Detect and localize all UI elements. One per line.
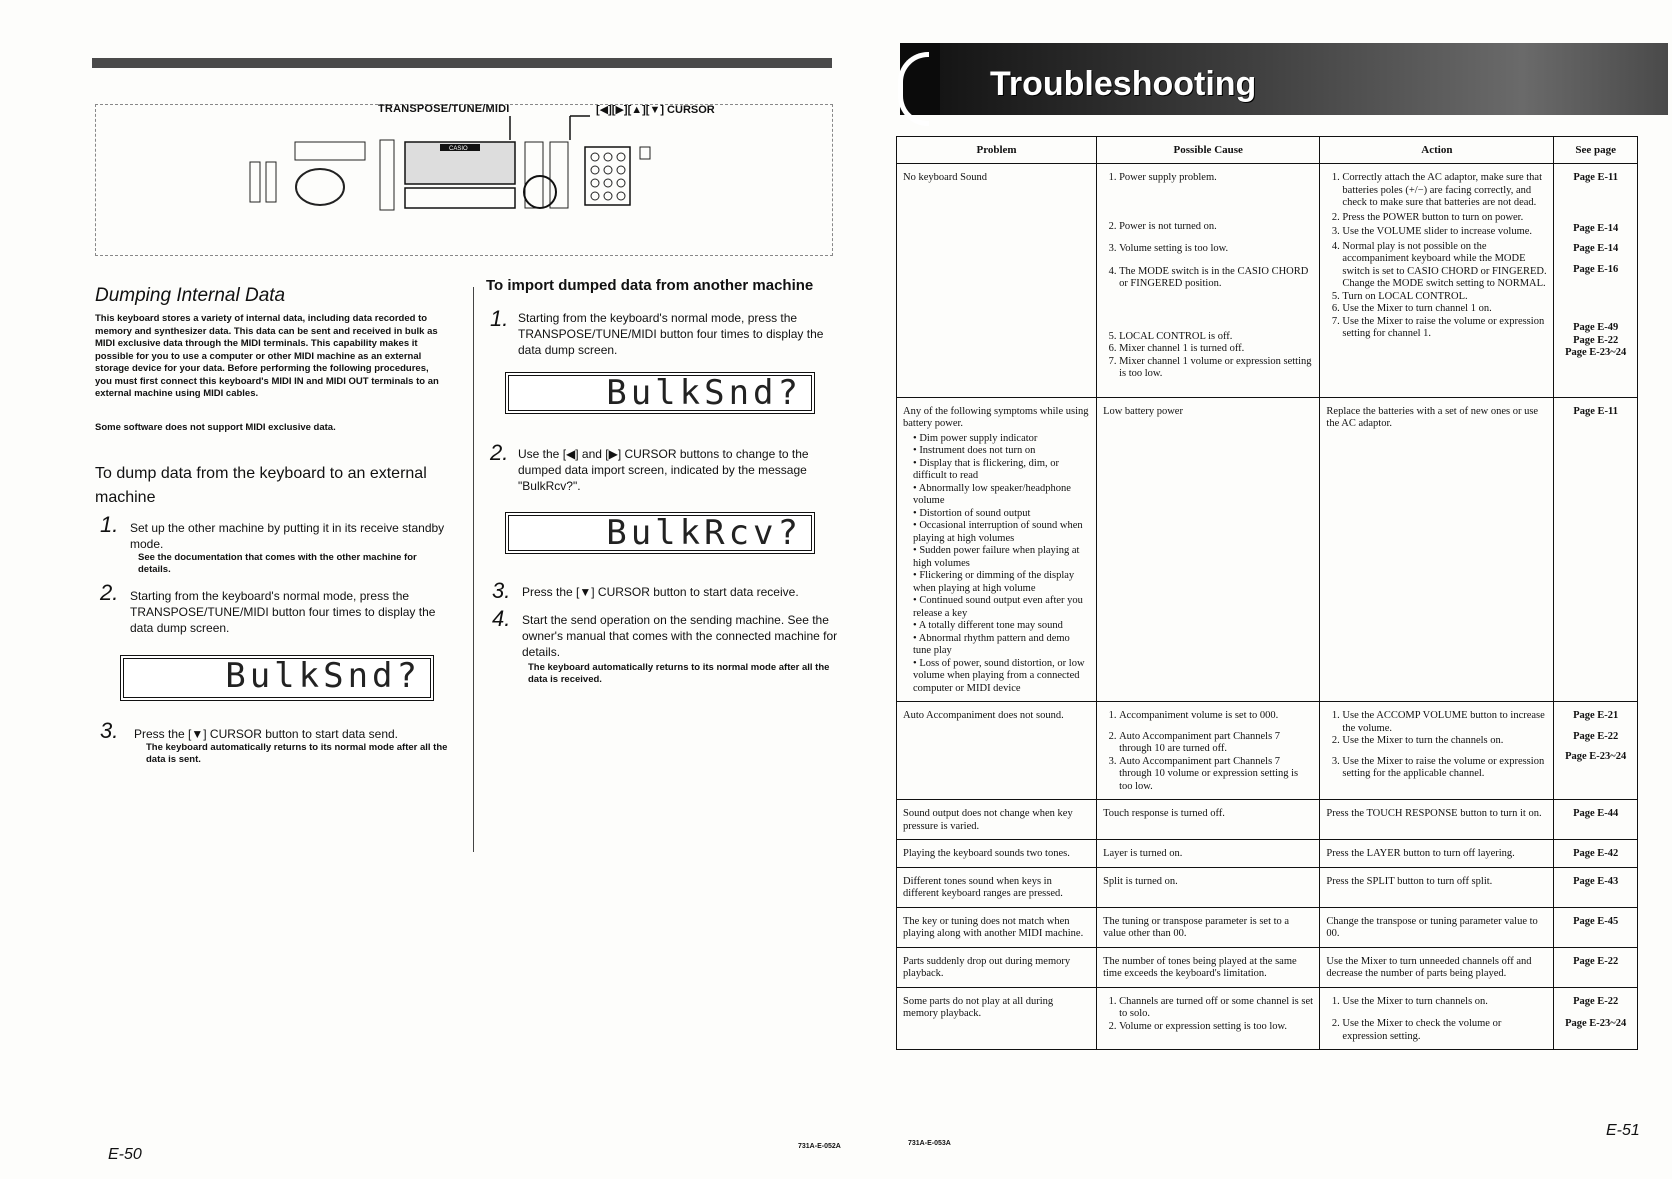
- imp-step-1-num: 1.: [490, 306, 509, 331]
- lcd-text: BulkRcv?: [606, 513, 802, 553]
- cursor-label: [◀][▶][▲][▼] CURSOR: [596, 104, 715, 116]
- dumping-title: Dumping Internal Data: [95, 285, 286, 306]
- imp-step-4-note: The keyboard automatically returns to its normal mode after all the data is received.: [528, 662, 830, 685]
- action-cell: Press the LAYER button to turn off layering.: [1320, 840, 1554, 868]
- action-cell: Replace the batteries with a set of new ones or use the AC adaptor.: [1320, 397, 1554, 702]
- lcd-text: BulkSnd?: [225, 656, 421, 696]
- cause-cell: Touch response is turned off.: [1097, 800, 1320, 840]
- problem-cell: No keyboard Sound: [897, 164, 1097, 398]
- table-row: [897, 907, 1638, 947]
- page-cell: Page E-44: [1554, 800, 1638, 840]
- ext-step-1-num: 1.: [100, 512, 119, 537]
- keyboard-panel-drawing: [240, 112, 680, 222]
- left-page-number: E-50: [108, 1146, 142, 1163]
- problem-cell: Different tones sound when keys in different keyboard ranges are pressed.: [897, 867, 1097, 907]
- cause-cell: 1. Power supply problem. 2. Power is not turned on. 3. Volume setting is too low. 4. The MODE switch is in the CASIO CHORD or FINGERED position. 5. LOCAL CONTROL is off. 6. Mixer channel 1 is turned off. 7. Mixer channel 1 volume or expression setting is too low.: [1097, 164, 1320, 398]
- ext-step-3-text: Press the [▼] CURSOR button to start data send.: [134, 727, 398, 741]
- imp-step-3-num: 3.: [492, 578, 511, 603]
- troubleshooting-title: Troubleshooting: [990, 65, 1257, 103]
- page-cell: Page E-11 Page E-14 Page E-14 Page E-16 Page E-49 Page E-22 Page E-23~24: [1554, 164, 1638, 398]
- action-cell: Use the Mixer to turn unneeded channels off and decrease the number of parts being played.: [1320, 947, 1554, 987]
- problem-cell: The key or tuning does not match when playing along with another MIDI machine.: [897, 907, 1097, 947]
- action-cell: Press the SPLIT button to turn off split.: [1320, 867, 1554, 907]
- imp-step-4-text: Start the send operation on the sending machine. See the owner's manual that comes with the connected machine for details.: [522, 613, 838, 659]
- casio-logo-text: CASIO: [449, 146, 468, 152]
- ext-step-2-text: Starting from the keyboard's normal mode, press the TRANSPOSE/TUNE/MIDI button four times to display the data dump screen.: [130, 589, 436, 635]
- header-problem: Problem: [897, 137, 1097, 164]
- action-cell: Press the TOUCH RESPONSE button to turn it on.: [1320, 800, 1554, 840]
- troubleshooting-table: [896, 136, 1638, 1050]
- table-row: [897, 840, 1638, 868]
- action-cell: Change the transpose or tuning parameter value to 00.: [1320, 907, 1554, 947]
- problem-cell: Auto Accompaniment does not sound.: [897, 702, 1097, 800]
- left-header-bar: [92, 58, 832, 68]
- ext-step-3-note: The keyboard automatically returns to its normal mode after all the data is sent.: [146, 742, 448, 765]
- action-cell: 1. Correctly attach the AC adaptor, make sure that batteries poles (+/−) are facing correctly, and check to make sure that batteries are not dead. 2. Press the POWER button to turn on power. 3. Use the VOLUME slider to increase volume. 4. Normal play is not possible on the accompaniment keyboard while the MODE switch is set to CASIO CHORD or FINGERED. Change the MODE switch setting to NORMAL. 5. Turn on LOCAL CONTROL. 6. Use the Mixer to turn channel 1 on. 7. Use the Mixer to raise the volume or expression setting for channel 1.: [1320, 164, 1554, 398]
- page-cell: Page E-42: [1554, 840, 1638, 868]
- ext-step-1-text: Set up the other machine by putting it in its receive standby mode.: [130, 521, 445, 551]
- header-cause: Possible Cause: [1097, 137, 1320, 164]
- lcd-bulkrcv: [505, 512, 815, 554]
- page-cell: Page E-21 Page E-22 Page E-23~24: [1554, 702, 1638, 800]
- table-row: [897, 164, 1638, 398]
- table-row: [897, 800, 1638, 840]
- dumping-intro: This keyboard stores a variety of internal data, including data recorded to memory and synthesizer data. This data can be sent and received in bulk as MIDI exclusive data through the MIDI terminals. This capability makes it possible for you to use a computer or other MIDI machine as an external storage device for your data. Before performing the following procedures, you must first connect this keyboard's MIDI IN and MIDI OUT terminals to an external machine using MIDI cables.: [95, 313, 439, 399]
- cause-cell: Low battery power: [1097, 397, 1320, 702]
- problem-cell: Sound output does not change when key pressure is varied.: [897, 800, 1097, 840]
- imp-step-3-text: Press the [▼] CURSOR button to start data receive.: [522, 585, 799, 599]
- problem-cell: Playing the keyboard sounds two tones.: [897, 840, 1097, 868]
- cause-cell: The tuning or transpose parameter is set to a value other than 00.: [1097, 907, 1320, 947]
- table-row: [897, 987, 1638, 1050]
- cause-cell: Split is turned on.: [1097, 867, 1320, 907]
- table-row: [897, 702, 1638, 800]
- action-cell: 1. Use the ACCOMP VOLUME button to increase the volume. 2. Use the Mixer to turn the channels on. 3. Use the Mixer to raise the volume or expression setting for the applicable channel.: [1320, 702, 1554, 800]
- lcd-bulksnd-export: [120, 655, 434, 701]
- right-page-number: E-51: [1606, 1122, 1640, 1139]
- problem-cell: Parts suddenly drop out during memory playback.: [897, 947, 1097, 987]
- ext-step-1-note: See the documentation that comes with the other machine for details.: [138, 552, 417, 575]
- header-page: See page: [1554, 137, 1638, 164]
- dumping-note: Some software does not support MIDI exclusive data.: [95, 422, 336, 433]
- right-page-code: 731A-E-053A: [908, 1140, 951, 1147]
- transpose-label: TRANSPOSE/TUNE/MIDI: [378, 103, 510, 115]
- problem-cell: Any of the following symptoms while using battery power. • Dim power supply indicator • Instrument does not turn on • Display that is flickering, dim, or difficult to read • Abnormally low speaker/headphone volume • Distortion of sound output • Occasional interruption of sound when playing at high volumes • Sudden power failure when playing at high volumes • Flickering or dimming of the display when playing at high volume • Continued sound output even after you release a key • A totally different tone may sound • Abnormal rhythm pattern and demo tune play • Loss of power, sound distortion, or low volume when playing from a connected computer or MIDI device: [897, 397, 1097, 702]
- imp-step-4-num: 4.: [492, 606, 511, 631]
- to-external-title: To dump data from the keyboard to an external machine: [95, 465, 427, 506]
- table-row: [897, 397, 1638, 702]
- action-cell: 1. Use the Mixer to turn channels on. 2. Use the Mixer to check the volume or expression setting.: [1320, 987, 1554, 1050]
- column-divider: [473, 287, 474, 852]
- cause-cell: Layer is turned on.: [1097, 840, 1320, 868]
- page-cell: Page E-22: [1554, 947, 1638, 987]
- import-title: To import dumped data from another machine: [486, 277, 814, 294]
- cause-cell: 1. Accompaniment volume is set to 000. 2. Auto Accompaniment part Channels 7 through 10 are turned off. 3. Auto Accompaniment part Channels 7 through 10 volume or expression setting is too low.: [1097, 702, 1320, 800]
- table-row: [897, 947, 1638, 987]
- table-row: [897, 867, 1638, 907]
- imp-step-2-text: Use the [◀] and [▶] CURSOR buttons to change to the dumped data import screen, indicated by the message "BulkRcv?".: [518, 447, 809, 493]
- cause-cell: 1. Channels are turned off or some channel is set to solo. 2. Volume or expression setting is too low.: [1097, 987, 1320, 1050]
- page-cell: Page E-11: [1554, 397, 1638, 702]
- problem-cell: Some parts do not play at all during memory playback.: [897, 987, 1097, 1050]
- header-action: Action: [1320, 137, 1554, 164]
- page-cell: Page E-43: [1554, 867, 1638, 907]
- ext-step-2-num: 2.: [100, 580, 119, 605]
- lcd-text: BulkSnd?: [606, 373, 802, 413]
- imp-step-1-text: Starting from the keyboard's normal mode, press the TRANSPOSE/TUNE/MIDI button four times to display the data dump screen.: [518, 311, 824, 357]
- ext-step-3-num: 3.: [100, 718, 119, 743]
- lcd-bulksnd-import: [505, 372, 815, 414]
- left-page-code: 731A-E-052A: [798, 1143, 841, 1150]
- cause-cell: The number of tones being played at the same time exceeds the keyboard's limitation.: [1097, 947, 1320, 987]
- page-cell: Page E-22 Page E-23~24: [1554, 987, 1638, 1050]
- page-cell: Page E-45: [1554, 907, 1638, 947]
- imp-step-2-num: 2.: [490, 440, 509, 465]
